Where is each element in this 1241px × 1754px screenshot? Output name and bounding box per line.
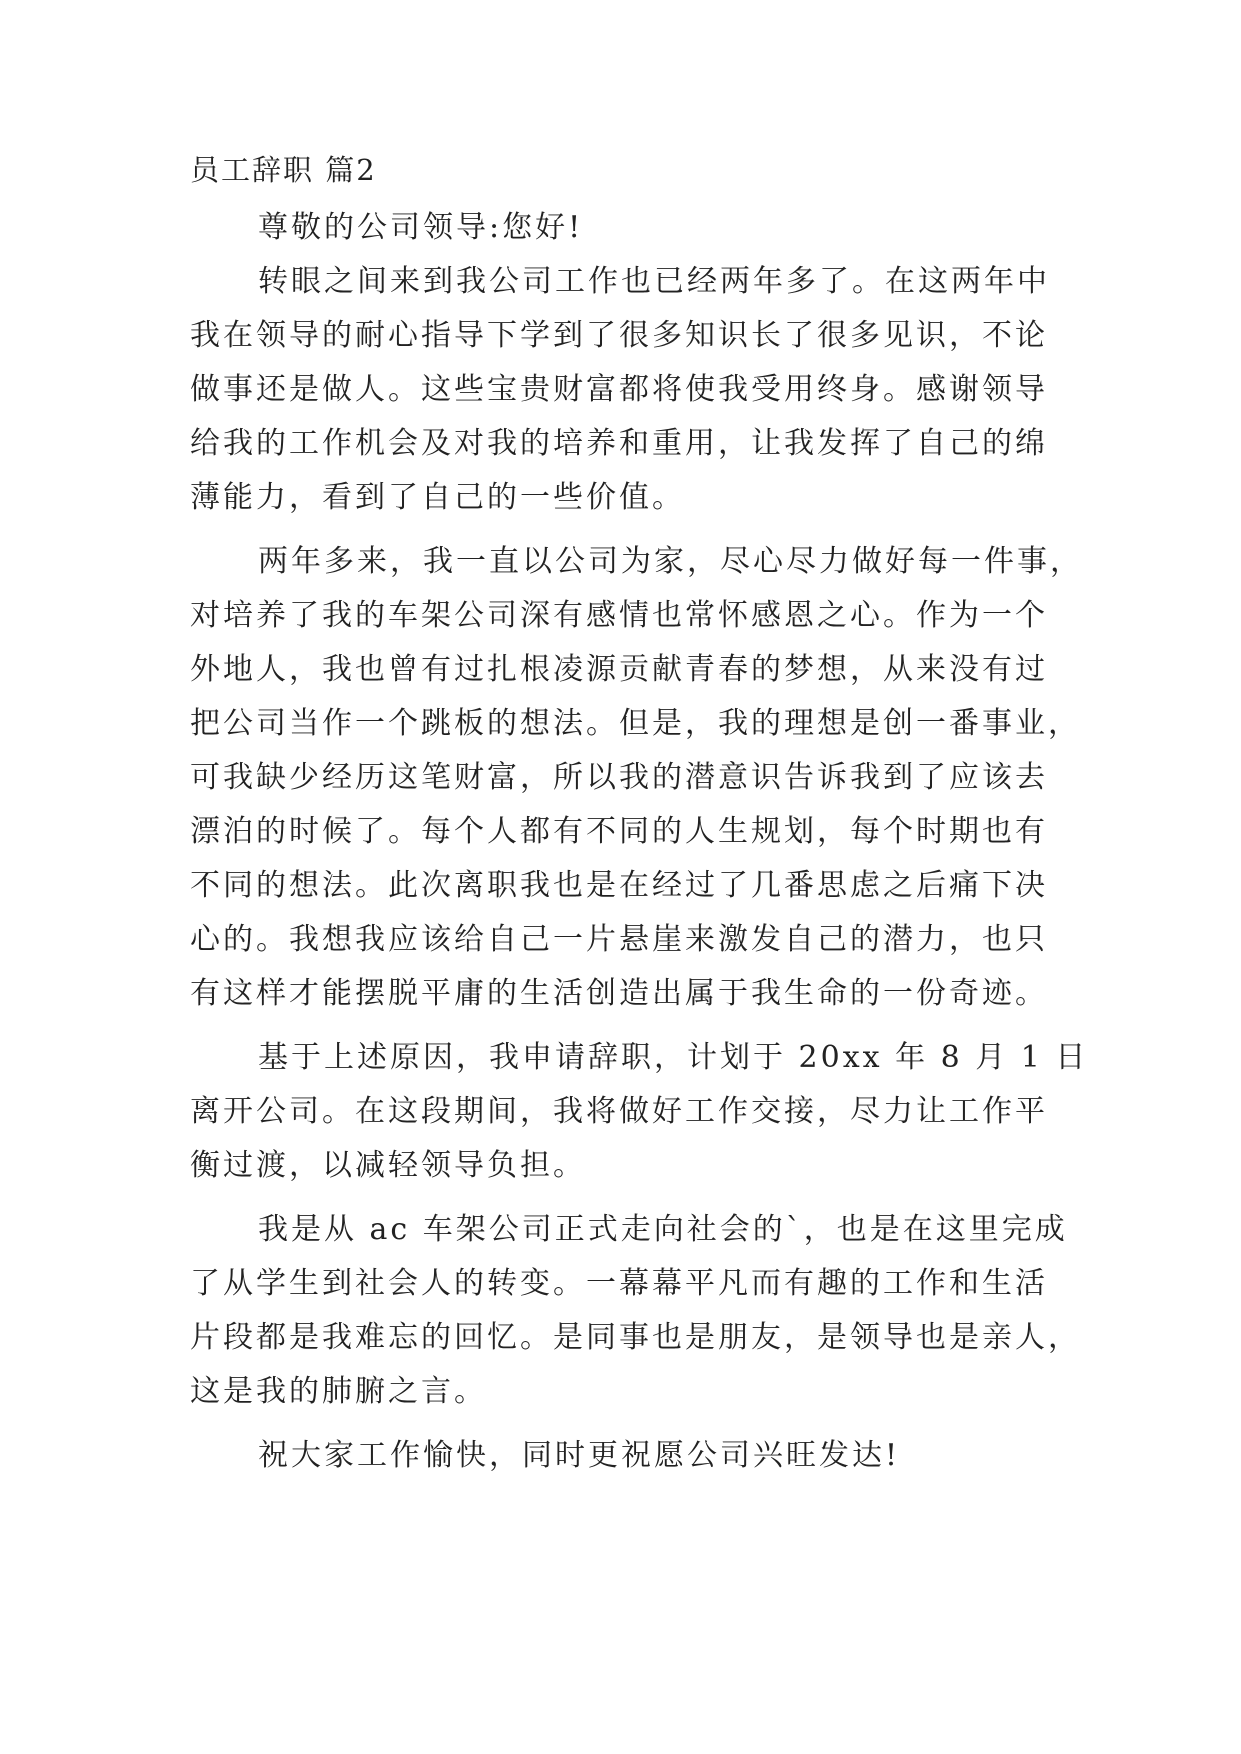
closing-line: 祝大家工作愉快，同时更祝愿公司兴旺发达!: [258, 1438, 901, 1473]
paragraph-4-line-4: 这是我的肺腑之言。: [190, 1374, 487, 1409]
paragraph-1-line-5: 薄能力，看到了自己的一些价值。: [190, 480, 685, 515]
paragraph-2-line-1: 两年多来，我一直以公司为家，尽心尽力做好每一件事，: [258, 544, 1083, 579]
paragraph-2-line-7: 不同的想法。此次离职我也是在经过了几番思虑之后痛下决: [190, 868, 1048, 903]
paragraph-2-line-4: 把公司当作一个跳板的想法。但是，我的理想是创一番事业，: [190, 706, 1081, 741]
paragraph-2-line-5: 可我缺少经历这笔财富，所以我的潜意识告诉我到了应该去: [190, 760, 1048, 795]
paragraph-1-line-2: 我在领导的耐心指导下学到了很多知识长了很多见识，不论: [190, 318, 1048, 353]
paragraph-1-line-4: 给我的工作机会及对我的培养和重用，让我发挥了自己的绵: [190, 426, 1048, 461]
paragraph-2-line-3: 外地人，我也曾有过扎根凌源贡献青春的梦想，从来没有过: [190, 652, 1048, 687]
paragraph-3-line-2: 离开公司。在这段期间，我将做好工作交接，尽力让工作平: [190, 1094, 1048, 1129]
paragraph-2-line-2: 对培养了我的车架公司深有感情也常怀感恩之心。作为一个: [190, 598, 1048, 633]
paragraph-1-line-3: 做事还是做人。这些宝贵财富都将使我受用终身。感谢领导: [190, 372, 1048, 407]
paragraph-4-line-1: 我是从 ac 车架公司正式走向社会的`，也是在这里完成: [258, 1212, 1068, 1247]
paragraph-3-line-3: 衡过渡，以减轻领导负担。: [190, 1148, 586, 1183]
paragraph-3-line-1: 基于上述原因，我申请辞职，计划于 20xx 年 8 月 1 日: [258, 1040, 1089, 1075]
document-title: 员工辞职 篇2: [190, 153, 377, 187]
paragraph-2-line-8: 心的。我想我应该给自己一片悬崖来激发自己的潜力，也只: [190, 922, 1048, 957]
paragraph-2-line-9: 有这样才能摆脱平庸的生活创造出属于我生命的一份奇迹。: [190, 976, 1048, 1011]
paragraph-4-line-3: 片段都是我难忘的回忆。是同事也是朋友，是领导也是亲人，: [190, 1320, 1081, 1355]
paragraph-2-line-6: 漂泊的时候了。每个人都有不同的人生规划，每个时期也有: [190, 814, 1048, 849]
paragraph-1-line-1: 转眼之间来到我公司工作也已经两年多了。在这两年中: [258, 264, 1050, 299]
paragraph-4-line-2: 了从学生到社会人的转变。一幕幕平凡而有趣的工作和生活: [190, 1266, 1048, 1301]
greeting: 尊敬的公司领导:您好!: [258, 210, 584, 245]
